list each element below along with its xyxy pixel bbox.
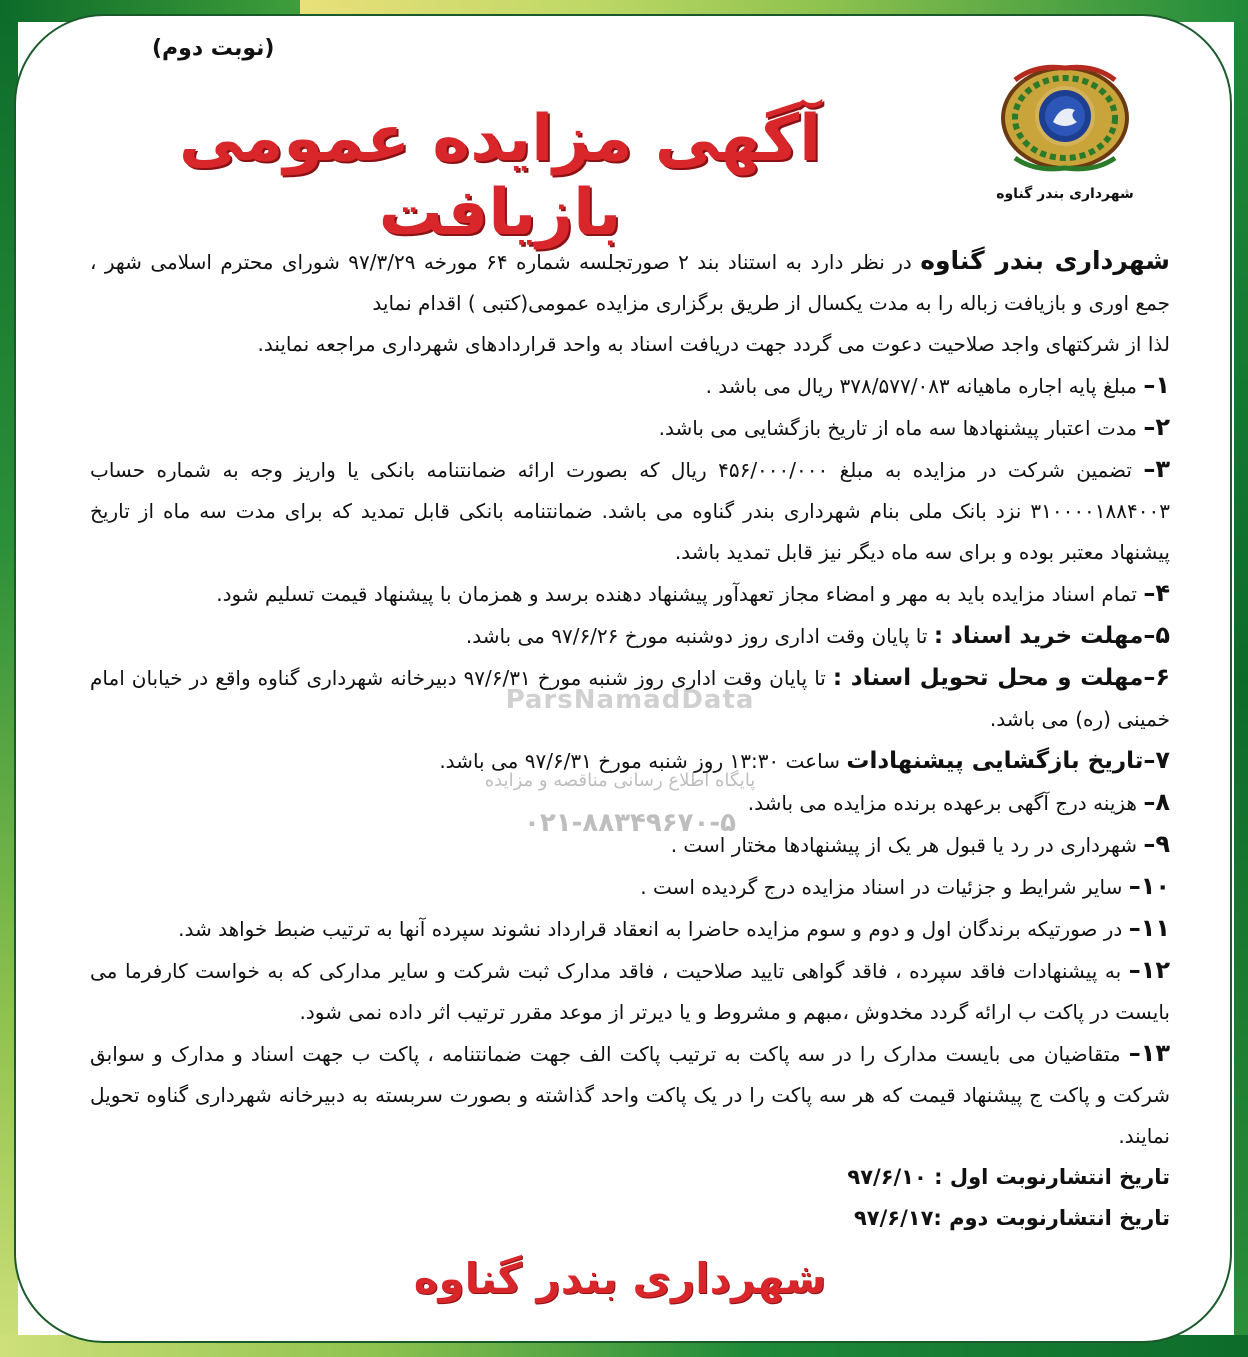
clause-text: متقاضیان می بایست مدارک را در سه پاکت به ترتیب پاکت الف جهت ضمانتنامه ، پاکت ب جهت اسناد و مدارک و سوابق شرکت و پاکت ج پیشنهاد قیمت که هر سه پاکت را در یک پاکت واحد گذاشته و بصورت سربسته به دبیرخانه شهرداری گناوه تحویل نمایند.	[90, 1042, 1170, 1148]
clause-text: هزینه درج آگهی برعهده برنده مزایده می باشد.	[747, 791, 1144, 815]
clause-item	[90, 407, 1170, 449]
clause-number: ۷–	[1143, 746, 1170, 774]
clause-label: مهلت خرید اسناد :	[933, 623, 1144, 649]
clause-number: ۶–	[1143, 663, 1171, 691]
clause-number: ۱–	[1143, 371, 1170, 399]
clause-text: تا پایان وقت اداری روز دوشنبه مورخ ۹۷/۶/۲۶ می باشد.	[465, 624, 934, 648]
clause-number: ۱۲–	[1128, 956, 1170, 984]
clause-item	[90, 866, 1170, 908]
footer-municipality-name: شهرداری بندر گناوه	[413, 1254, 827, 1303]
clause-label: تاریخ بازگشایی پیشنهادات	[846, 748, 1144, 774]
clause-item	[90, 365, 1170, 407]
clause-text: تا پایان وقت اداری روز شنبه مورخ ۹۷/۶/۳۱ دبیرخانه شهرداری گناوه واقع در خیابان امام خمینی (ره) می باشد.	[90, 666, 1170, 731]
intro-paragraph	[90, 240, 1170, 324]
intro-municipality-name: شهرداری بندر گناوه	[920, 246, 1171, 275]
clause-text: به پیشنهادات فاقد سپرده ، فاقد گواهی تایید صلاحیت ، فاقد مدارک ثبت شرکت و سایر مدارکی که به خواست کارفرما می بایست در پاکت ب ارائه گردد مخدوش ،مبهم و مشروط و یا دیرتر از موعد مقرر ترتیب اثر داده نمی شود.	[90, 959, 1170, 1024]
round-label: (نوبت دوم)	[152, 36, 275, 61]
clause-item	[90, 908, 1170, 950]
clause-text: مبلغ پایه اجاره ماهیانه ۳۷۸/۵۷۷/۰۸۳ ریال می باشد .	[705, 374, 1144, 398]
clause-number: ۱۰–	[1128, 872, 1170, 900]
clause-label: مهلت و محل تحویل اسناد :	[832, 665, 1144, 691]
intro-text: در نظر دارد به استناد بند ۲ صورتجلسه شماره ۶۴ مورخه ۹۷/۳/۲۹ شورای محترم اسلامی شهر ، جمع اوری و بازیافت زباله را به مدت یکسال از طریق برگزاری مزایده عمومی(کتبی ) اقدام نماید	[90, 250, 1170, 315]
clause-number: ۱۳–	[1128, 1039, 1170, 1067]
clause-number: ۳–	[1143, 455, 1170, 483]
clause-number: ۹–	[1143, 830, 1170, 858]
clause-number: ۲–	[1143, 413, 1170, 441]
notice-body	[90, 240, 1170, 1239]
invitation-paragraph: لذا از شرکتهای واجد صلاحیت دعوت می گردد جهت دریافت اسناد به واحد قراردادهای شهرداری مراجعه نمایند.	[257, 332, 1170, 356]
clause-number: ۴–	[1143, 579, 1170, 607]
clause-item	[90, 1033, 1170, 1157]
clause-number: ۵–	[1143, 621, 1170, 649]
clause-text: تضمین شرکت در مزایده به مبلغ ۴۵۶/۰۰۰/۰۰۰ ریال که بصورت ارائه ضمانتنامه بانکی یا واریز وجه به شماره حساب ۳۱۰۰۰۰۱۸۸۴۰۰۳ نزد بانک ملی بنام شهرداری بندر گناوه می باشد. ضمانتنامه بانکی قابل تمدید که برای مدت سه ماه از تاریخ پیشنهاد معتبر بوده و برای سه ماه دیگر نیز قابل تمدید باشد.	[90, 458, 1170, 564]
first-publication-date: تاریخ انتشارنوبت اول : ۹۷/۶/۱۰	[847, 1165, 1170, 1189]
clause-item	[90, 573, 1170, 615]
clause-number: ۸–	[1143, 788, 1170, 816]
clause-text: سایر شرایط و جزئیات در اسناد مزایده درج گردیده است .	[640, 875, 1129, 899]
clause-text: در صورتیکه برندگان اول و دوم و سوم مزایده حاضرا به انعقاد قرارداد نشوند سپرده آنها به ترتیب ضبط خواهد شد.	[178, 917, 1129, 941]
watermark-brand: ParsNamadData	[505, 685, 755, 715]
clause-item	[90, 615, 1170, 657]
clause-item	[90, 449, 1170, 573]
emblem-caption: شهرداری بندر گناوه	[996, 186, 1134, 202]
green-border-right	[1234, 0, 1248, 1357]
notice-title: آگهی مزایده عمومی بازیافت	[179, 102, 821, 250]
second-publication-date: تاریخ انتشارنوبت دوم :۹۷/۶/۱۷	[853, 1206, 1170, 1230]
clause-text: مدت اعتبار پیشنهادها سه ماه از تاریخ بازگشایی می باشد.	[658, 416, 1144, 440]
watermark-phone: ۰۲۱-۸۸۳۴۹۶۷۰-۵	[523, 808, 736, 838]
clause-text: تمام اسناد مزایده باید به مهر و امضاء مجاز تعهدآور پیشنهاد دهنده برسد و همزمان با پیشنهاد قیمت تسلیم شود.	[216, 582, 1144, 606]
clause-number: ۱۱–	[1128, 914, 1170, 942]
clause-text: شهرداری در رد یا قبول هر یک از پیشنهادها مختار است .	[670, 833, 1144, 857]
clause-text: ساعت ۱۳:۳۰ روز شنبه مورخ ۹۷/۶/۳۱ می باشد.	[439, 749, 847, 773]
watermark-subtitle: پایگاه اطلاع رسانی مناقصه و مزایده	[484, 770, 756, 791]
clause-item	[90, 950, 1170, 1033]
municipality-emblem-icon	[995, 60, 1135, 175]
